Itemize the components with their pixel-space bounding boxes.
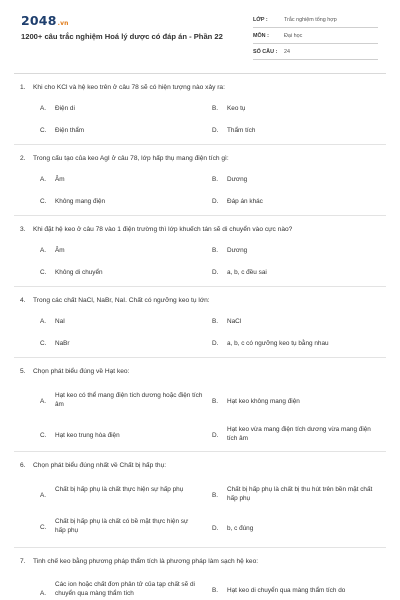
meta-row-subject [253, 29, 378, 44]
question-stem: Khi đặt hệ keo ở câu 78 vào 1 điện trường thì lớp khuếch tán sẽ di chuyển vào cực nào? [33, 226, 293, 233]
question-text [20, 83, 390, 92]
option-text: Chất bị hấp phụ là chất thực hiện sự hấp phụ [55, 486, 184, 493]
option-text: Chất bị hấp phụ là chất có bề mặt thực hiện sự hấp phụ [55, 518, 189, 535]
question-stem: Trong các chất NaCl, NaBr, NaI. Chất có ngưỡng keo tụ lớn: [33, 297, 210, 304]
question-stem: Tinh chế keo bằng phương pháp thẩm tích là phương pháp làm sạch hệ keo: [33, 558, 259, 565]
question-divider [14, 357, 386, 358]
option-text: Hạt keo không mang điện [227, 398, 300, 405]
option-text: a, b, c có ngưỡng keo tụ bằng nhau [227, 340, 329, 347]
meta-value: 24 [284, 49, 290, 55]
option-text: a, b, c đều sai [227, 269, 267, 276]
question-number: 7. [20, 558, 26, 565]
question-number: 3. [20, 226, 26, 233]
option-letter: D. [212, 127, 219, 134]
option-letter: A. [40, 105, 47, 112]
question-text [20, 154, 390, 163]
option-text: Chất bị hấp phụ là chất bị thu hút trên bền mặt chất hấp phụ [227, 486, 373, 503]
question-text [20, 367, 390, 376]
option-text: Hạt keo có thể mang điện tích dương hoặc điện tích âm [55, 392, 203, 409]
option-letter: D. [212, 198, 219, 205]
option-letter: D. [212, 269, 219, 276]
option-letter: D. [212, 525, 219, 532]
option-text: Không di chuyển [55, 269, 103, 276]
option-text: b, c đúng [227, 525, 254, 532]
page-title: 1200+ câu trắc nghiệm Hoá lý dược có đáp án - Phần 22 [21, 32, 223, 41]
option-text: Hạt keo trung hòa điện [55, 432, 120, 439]
meta-row-count [253, 45, 378, 60]
option-text: Điện thẩm [55, 127, 85, 134]
meta-key: LỚP : [253, 17, 268, 23]
option-text: Hạt keo vừa mang điện tích dương vừa mang điện tích âm [227, 426, 371, 443]
question-text [20, 225, 390, 234]
question-text [20, 296, 390, 305]
question-stem: Chọn phát biểu đúng về Hạt keo: [33, 368, 130, 375]
option-letter: A. [40, 318, 47, 325]
option-letter: C. [40, 432, 47, 439]
option-text: NaI [55, 318, 65, 325]
document-header [0, 0, 400, 66]
option-letter: B. [212, 247, 219, 254]
question-stem: Khi cho KCl và hệ keo trên ở câu 78 sẽ có hiện tượng nào xảy ra: [33, 84, 225, 91]
question-number: 6. [20, 462, 26, 469]
option-text: NaBr [55, 340, 70, 347]
logo-suffix: .vn [57, 20, 69, 27]
option-text: Điện di [55, 105, 75, 112]
option-letter: B. [212, 176, 219, 183]
option-text: Dương [227, 176, 248, 183]
option-letter: A. [40, 590, 47, 597]
question-text [20, 461, 390, 470]
option-text: Hạt keo di chuyển qua màng thẩm tích do [227, 587, 346, 594]
option-letter: C. [40, 198, 47, 205]
question-divider [14, 215, 386, 216]
meta-row-class [253, 13, 378, 28]
option-text: Âm [55, 247, 65, 254]
meta-key: MÔN : [253, 33, 269, 39]
option-letter: C. [40, 524, 47, 531]
option-text: Âm [55, 176, 65, 183]
question-stem: Chọn phát biểu đúng nhất về Chất bị hấp thụ: [33, 462, 167, 469]
option-letter: A. [40, 492, 47, 499]
option-text: Đáp án khác [227, 198, 263, 205]
option-text: Các ion hoặc chất đơn phân tử của tạp chất sẽ di chuyển qua màng thẩm tích [55, 581, 195, 598]
option-letter: B. [212, 105, 219, 112]
option-letter: B. [212, 318, 219, 325]
logo-text: 2048 [21, 13, 57, 28]
question-number: 5. [20, 368, 26, 375]
question-number: 1. [20, 84, 26, 91]
question-number: 4. [20, 297, 26, 304]
option-letter: D. [212, 340, 219, 347]
option-letter: B. [212, 398, 219, 405]
site-logo[interactable] [21, 13, 69, 28]
meta-key: SỐ CÂU : [253, 49, 278, 55]
header-divider [14, 73, 386, 74]
option-letter: A. [40, 176, 47, 183]
option-letter: C. [40, 127, 47, 134]
option-text: Thẩm tích [227, 127, 256, 134]
meta-value: Trắc nghiệm tổng hợp [284, 17, 337, 23]
question-number: 2. [20, 155, 26, 162]
option-letter: B. [212, 492, 219, 499]
question-divider [14, 547, 386, 548]
meta-value: Đại học [284, 33, 303, 39]
option-text: Không mang điện [55, 198, 106, 205]
question-text [20, 557, 390, 566]
question-divider [14, 144, 386, 145]
option-text: Keo tụ [227, 105, 246, 112]
option-text: Dương [227, 247, 248, 254]
option-letter: A. [40, 398, 47, 405]
question-divider [14, 451, 386, 452]
question-stem: Trong cấu tạo của keo AgI ở câu 78, lớp hấp thụ mang điện tích gì: [33, 155, 229, 162]
option-letter: C. [40, 340, 47, 347]
option-letter: A. [40, 247, 47, 254]
option-letter: D. [212, 432, 219, 439]
option-text: NaCl [227, 318, 242, 325]
option-letter: B. [212, 587, 219, 594]
option-letter: C. [40, 269, 47, 276]
question-divider [14, 286, 386, 287]
